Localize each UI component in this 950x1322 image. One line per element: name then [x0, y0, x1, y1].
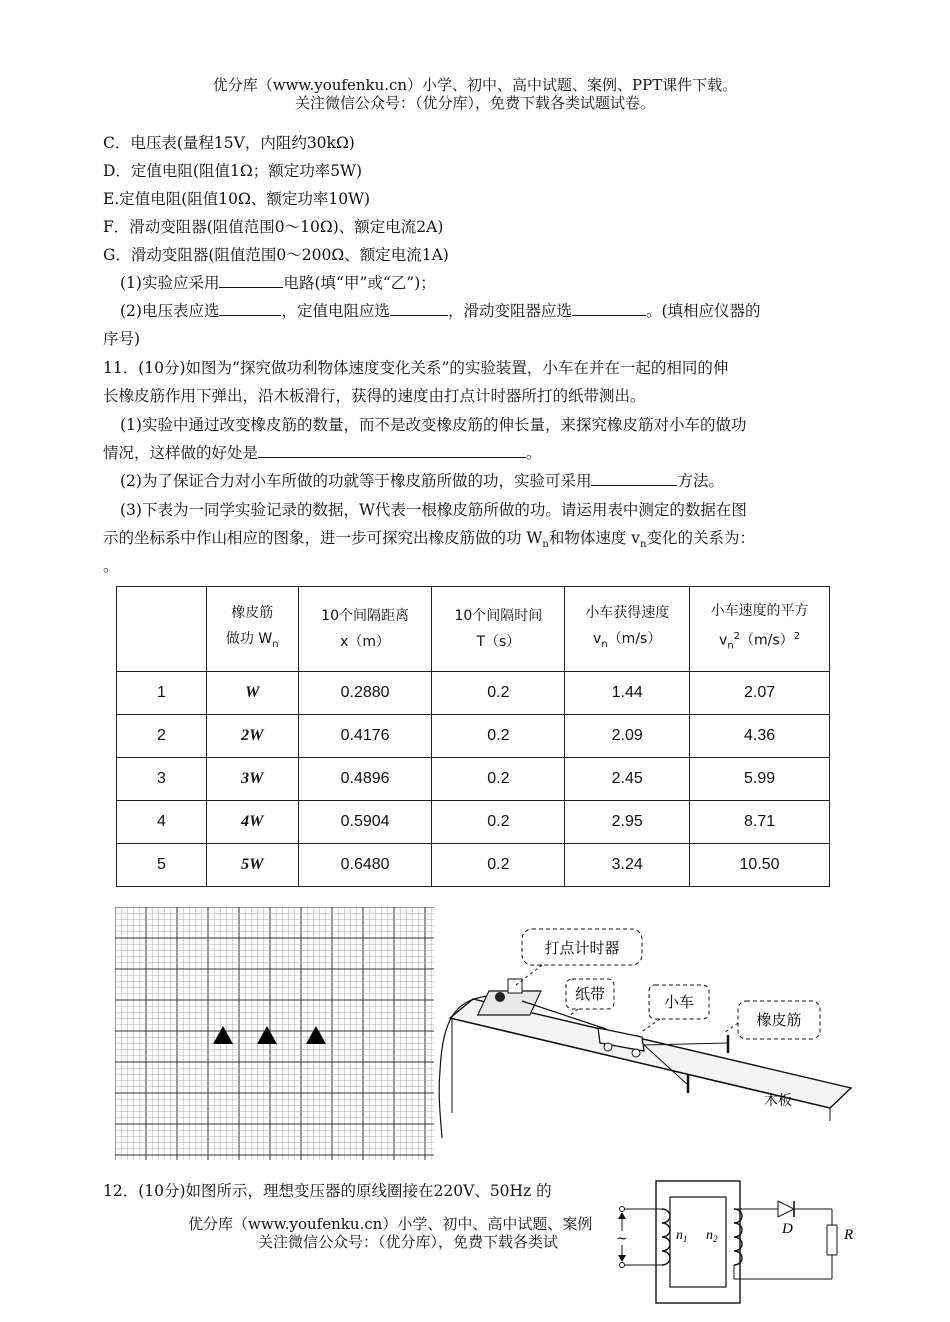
cell-speed-squared: 4.36 — [690, 715, 830, 758]
callout-tape-leader — [568, 1009, 578, 1017]
q11-blank-benefit[interactable] — [258, 443, 526, 458]
q12-text: 12．(10分)如图所示，理想变压器的原线圈接在220V、50Hz 的 — [103, 1182, 552, 1200]
cell-time: 0.2 — [432, 758, 565, 801]
label-n2-sub: 2 — [713, 1234, 718, 1244]
q11-sub1-line2 — [103, 443, 542, 463]
footer-line-2: 关注微信公众号：（优分库），免费下载各类试 — [258, 1233, 559, 1251]
cell-speed-squared: 5.99 — [690, 758, 830, 801]
header-speed-squared-unit-sup: 2 — [793, 631, 801, 643]
header-speed-squared-line1: 小车速度的平方 — [710, 603, 809, 620]
transformer-circuit — [612, 1175, 860, 1307]
graph-paper[interactable] — [115, 907, 434, 1160]
cell-work: 2W — [206, 715, 298, 758]
header-work-label: 做功 W — [225, 631, 273, 648]
cart-wheel-2 — [632, 1049, 640, 1057]
option-c: C．电压表(量程15V，内阻约30kΩ) — [103, 134, 355, 152]
label-n1-base: n — [676, 1228, 683, 1243]
q11-sub1-text: 情况，这样做的好处是 — [103, 444, 259, 462]
q10-blank-voltmeter[interactable] — [219, 301, 281, 316]
timer-body — [478, 991, 541, 1015]
label-board: 木板 — [764, 1093, 792, 1109]
triangle-marker-2 — [257, 1026, 277, 1044]
q10-part1-text-b: 电路(填“甲”或“乙”)； — [283, 274, 436, 292]
cell-index: 5 — [117, 844, 207, 887]
cell-distance: 0.5904 — [298, 801, 432, 844]
header-distance-line2: x（m） — [340, 634, 391, 650]
header-speed-squared — [690, 587, 830, 672]
q10-blank-rheostat[interactable] — [572, 301, 646, 316]
q10-part2-text-d: 。(填相应仪器的 — [646, 302, 761, 320]
q11-sub3-sub1: n — [542, 539, 549, 551]
q11-sub2-text-b: 方法。 — [677, 472, 724, 490]
q11-sub3-text-b: 和物体速度 v — [548, 529, 641, 547]
label-band: 橡皮筋 — [756, 1011, 802, 1029]
header-time-line1: 10个间隔时间 — [454, 608, 543, 624]
header-line-1: 优分库（www.youfenku.cn）小学、初中、高中试题、案例、PPT课件下载。 — [212, 76, 738, 94]
input-arrow-down-head — [618, 1255, 626, 1262]
header-speed-squared-v: v — [719, 632, 728, 649]
cell-speed: 1.44 — [565, 672, 690, 715]
table-row — [117, 715, 830, 758]
callout-band-leader — [724, 1023, 738, 1033]
q11-sub1-end: 。 — [526, 444, 542, 462]
q11-sub3-line2 — [103, 528, 755, 555]
q10-part2 — [120, 301, 761, 321]
data-table — [116, 586, 830, 887]
q11-sub3-text-a: 示的坐标系中作山相应的图象，进一步可探究出橡皮筋做的功 W — [103, 529, 543, 547]
label-resistor: R — [844, 1227, 854, 1243]
header-work-sub: n — [272, 638, 279, 650]
header-distance — [298, 587, 432, 672]
option-e: E.定值电阻(阻值10Ω、额定功率10W) — [103, 190, 371, 208]
q11-sub2 — [120, 471, 724, 491]
header-speed-squared-unit: （m/s） — [740, 632, 794, 649]
cell-time: 0.2 — [432, 715, 565, 758]
header-distance-line1: 10个间隔距离 — [321, 608, 409, 624]
cell-distance: 0.4896 — [298, 758, 432, 801]
label-n2-base: n — [706, 1228, 713, 1243]
cell-index: 2 — [117, 715, 207, 758]
table-row — [117, 672, 830, 715]
q10-part1-text-a: (1)实验应采用 — [120, 274, 220, 292]
cell-speed: 2.45 — [565, 758, 690, 801]
header-speed-unit: （m/s） — [607, 631, 662, 648]
input-terminal-top — [620, 1207, 625, 1212]
q11-sub3-sub2: n — [640, 539, 647, 551]
diode-symbol — [778, 1201, 794, 1217]
cell-time: 0.2 — [432, 801, 565, 844]
q10-blank-resistor[interactable] — [390, 301, 448, 316]
resistor-symbol — [827, 1225, 837, 1255]
triangle-marker-3 — [306, 1026, 326, 1044]
cell-work: W — [206, 672, 298, 715]
header-speed-squared-sup: 2 — [733, 631, 741, 643]
label-cart: 小车 — [663, 993, 695, 1011]
cell-speed: 2.95 — [565, 801, 690, 844]
cell-speed: 2.09 — [565, 715, 690, 758]
ac-symbol: ~ — [616, 1231, 628, 1247]
q10-part2-text-c: ，滑动变阻器应选 — [447, 302, 572, 320]
header-time-line2: T（s） — [476, 634, 521, 650]
timer-top — [508, 979, 522, 993]
cell-speed-squared: 10.50 — [690, 844, 830, 887]
q11-intro-2: 长橡皮筋作用下弹出，沿木板滑行，获得的速度由打点计时器所打的纸带测出。 — [103, 387, 646, 405]
q11-sub2-text-a: (2)为了保证合力对小车所做的功就等于橡皮筋所做的功，实验可采用 — [120, 472, 592, 490]
label-n1-sub: 1 — [683, 1234, 688, 1244]
cell-work: 3W — [206, 758, 298, 801]
label-diode: D — [782, 1221, 793, 1237]
header-speed-sub: n — [601, 638, 608, 650]
cell-index: 3 — [117, 758, 207, 801]
cell-work: 4W — [206, 801, 298, 844]
label-tape: 纸带 — [574, 985, 606, 1003]
q11-intro-1: 11．(10分)如图为“探究做功利物体速度变化关系”的实验装置，小车在并在一起的相同的伸 — [103, 359, 729, 377]
q10-part1 — [120, 273, 436, 293]
header-work-line1: 橡皮筋 — [231, 605, 274, 622]
cell-work: 5W — [206, 844, 298, 887]
cart-wheel-1 — [604, 1043, 612, 1051]
input-arrow-up-head — [618, 1212, 626, 1219]
q11-sub3-text-c: 变化的关系为： — [646, 529, 755, 547]
header-speed — [565, 587, 690, 672]
cell-index: 1 — [117, 672, 207, 715]
q10-part2-text-b: ，定值电阻应选 — [281, 302, 390, 320]
table-row — [117, 758, 830, 801]
grid-lines — [115, 907, 434, 1160]
option-g: G．滑动变阻器(阻值范围0～200Ω、额定电流1A) — [103, 246, 449, 264]
cell-distance: 0.4176 — [298, 715, 432, 758]
table-row — [117, 844, 830, 887]
header-speed-v: v — [593, 631, 602, 648]
option-f: F．滑动变阻器(阻值范围0～10Ω)、额定电流2A) — [103, 218, 444, 236]
cell-index: 4 — [117, 801, 207, 844]
q11-blank-method[interactable] — [591, 471, 677, 486]
q10-part2-text-a: (2)电压表应选 — [120, 302, 220, 320]
header-time — [432, 587, 565, 672]
callout-cart-leader — [640, 1019, 660, 1033]
timer-knob — [495, 992, 505, 1002]
header-speed-line2 — [565, 626, 689, 658]
cell-distance: 0.6480 — [298, 844, 432, 887]
header-speed-line1: 小车获得速度 — [585, 605, 670, 622]
footer-line-1: 优分库（www.youfenku.cn）小学、初中、高中试题、案例 — [188, 1215, 593, 1233]
q11-sub1-line1: (1)实验中通过改变橡皮筋的数量，而不是改变橡皮筋的伸长量，来探究橡皮筋对小车的做功 — [120, 416, 747, 434]
triangle-marker-1 — [213, 1026, 233, 1044]
cell-distance: 0.2880 — [298, 672, 432, 715]
table-row — [117, 801, 830, 844]
cell-speed-squared: 8.71 — [690, 801, 830, 844]
header-line-2: 关注微信公众号：（优分库），免费下载各类试题试卷。 — [294, 94, 655, 112]
header-work — [206, 587, 298, 672]
header-speed-squared-sub: n — [727, 640, 734, 652]
q10-part2-end: 序号) — [103, 330, 141, 348]
cell-time: 0.2 — [432, 844, 565, 887]
q10-blank-circuit[interactable] — [219, 273, 283, 288]
cell-speed-squared: 2.07 — [690, 672, 830, 715]
cell-time: 0.2 — [432, 672, 565, 715]
q11-sub3-line3: 。 — [103, 557, 119, 575]
cell-speed: 3.24 — [565, 844, 690, 887]
header-index — [117, 587, 207, 672]
header-speed-squared-line2 — [690, 624, 829, 659]
label-timer: 打点计时器 — [544, 939, 620, 957]
q11-sub3-line1: (3)下表为一同学实验记录的数据，W代表一根橡皮筋所做的功。请运用表中测定的数据在图 — [120, 501, 747, 519]
input-terminal-bottom — [620, 1263, 625, 1268]
apparatus-diagram — [438, 903, 853, 1161]
table-header-row — [117, 587, 830, 672]
option-d: D．定值电阻(阻值1Ω；额定功率5W) — [103, 162, 363, 180]
header-work-line2 — [207, 626, 298, 658]
